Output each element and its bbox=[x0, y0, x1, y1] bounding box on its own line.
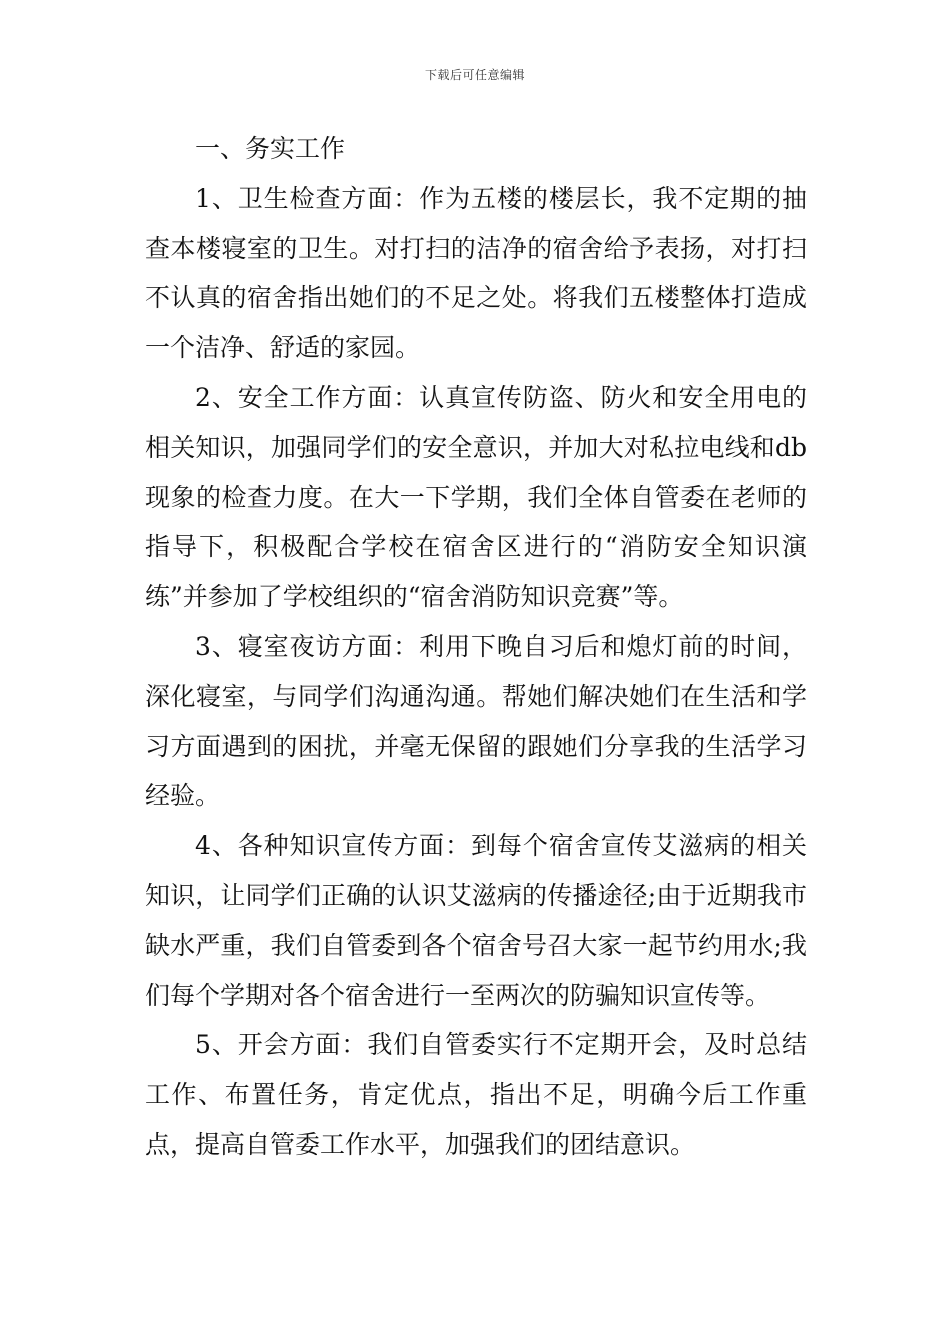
document-body bbox=[145, 124, 807, 1170]
header-note: 下载后可任意编辑 bbox=[424, 68, 525, 82]
paragraph-safety: 2、安全工作方面：认真宣传防盗、防火和安全用电的相关知识，加强同学们的安全意识，并加大对私拉电线和db现象的检查力度。在大一下学期，我们全体自管委在老师的指导下，积极配合学校在宿舍区进行的“消防安全知识演练”并参加了学校组织的“宿舍消防知识竞赛”等。 bbox=[145, 382, 807, 612]
paragraph-night-visit: 3、寝室夜访方面：利用下晚自习后和熄灯前的时间，深化寝室，与同学们沟通沟通。帮她们解决她们在生活和学习方面遇到的困扰，并毫无保留的跟她们分享我的生活学习经验。 bbox=[145, 631, 807, 811]
paragraph-meetings: 5、开会方面：我们自管委实行不定期开会，及时总结工作、布置任务，肯定优点，指出不足，明确今后工作重点，提高自管委工作水平，加强我们的团结意识。 bbox=[145, 1030, 807, 1159]
paragraph-hygiene: 1、卫生检查方面：作为五楼的楼层长，我不定期的抽查本楼寝室的卫生。对打扫的洁净的宿舍给予表扬，对打扫不认真的宿舍指出她们的不足之处。将我们五楼整体打造成一个洁净、舒适的家园。 bbox=[145, 183, 807, 363]
section-title: 一、务实工作 bbox=[195, 134, 346, 163]
paragraph-knowledge-promotion: 4、各种知识宣传方面：到每个宿舍宣传艾滋病的相关知识，让同学们正确的认识艾滋病的传播途径;由于近期我市缺水严重，我们自管委到各个宿舍号召大家一起节约用水;我们每个学期对各个宿舍进行一至两次的防骗知识宣传等。 bbox=[145, 831, 807, 1010]
